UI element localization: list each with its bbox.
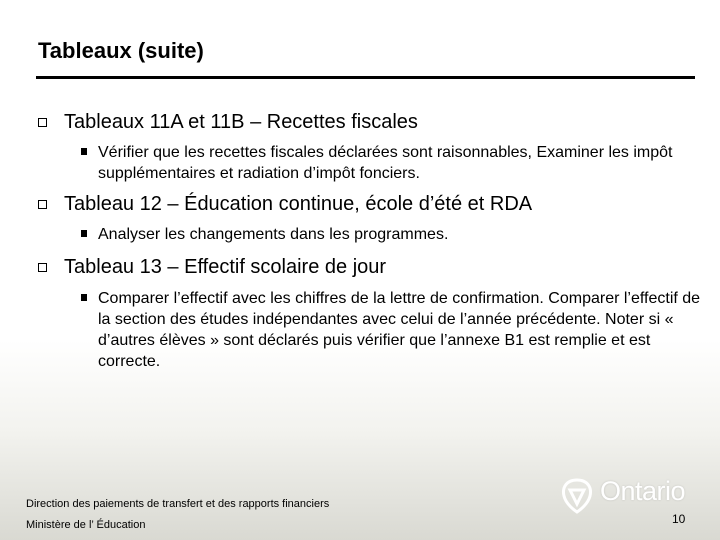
sub-bullet-text: Analyser les changements dans les programmes. — [98, 226, 449, 243]
list-item — [36, 192, 696, 245]
ontario-logo-text: Ontario — [600, 476, 686, 506]
page-number: 10 — [672, 512, 686, 526]
list-item — [36, 255, 701, 372]
bullet-heading-text: Tableau 12 – Éducation continue, école d’été et RDA — [64, 193, 533, 215]
list-item — [36, 110, 696, 184]
bullet-heading-text: Tableaux 11A et 11B – Recettes fiscales — [64, 111, 418, 133]
sub-bullet-text: Vérifier que les recettes fiscales déclarées sont raisonnables, Examiner les impôt supplémentaires et radiation d’impôt fonciers. — [98, 144, 673, 182]
sub-bullet-text: Comparer l’effectif avec les chiffres de la lettre de confirmation. Comparer l’effectif de la section des études indépendantes avec celui de l’année précédente. Noter si « d’autres élèves » sont déclarés puis vérifier que l’annexe B1 est remplie et est correcte. — [98, 290, 701, 370]
slide-content — [36, 110, 701, 372]
square-bullet-icon — [81, 230, 87, 237]
sub-bullet — [98, 142, 706, 184]
footer-directorate: Direction des paiements de transfert et des rapports financiers — [26, 498, 330, 510]
bullet-heading — [36, 110, 696, 134]
slide-title: Tableaux (suite) — [38, 38, 204, 63]
sub-bullet — [98, 288, 706, 372]
checkbox-bullet-icon — [38, 118, 47, 127]
title-rule — [36, 76, 695, 79]
checkbox-bullet-icon — [38, 200, 47, 209]
sub-bullet — [98, 224, 706, 245]
bullet-heading — [36, 192, 696, 216]
footer-ministry: Ministère de l’ Éducation — [26, 519, 146, 531]
bullet-heading-text: Tableau 13 – Effectif scolaire de jour — [64, 256, 387, 278]
square-bullet-icon — [81, 294, 87, 301]
square-bullet-icon — [81, 148, 87, 155]
bullet-heading — [36, 255, 696, 279]
checkbox-bullet-icon — [38, 263, 47, 272]
